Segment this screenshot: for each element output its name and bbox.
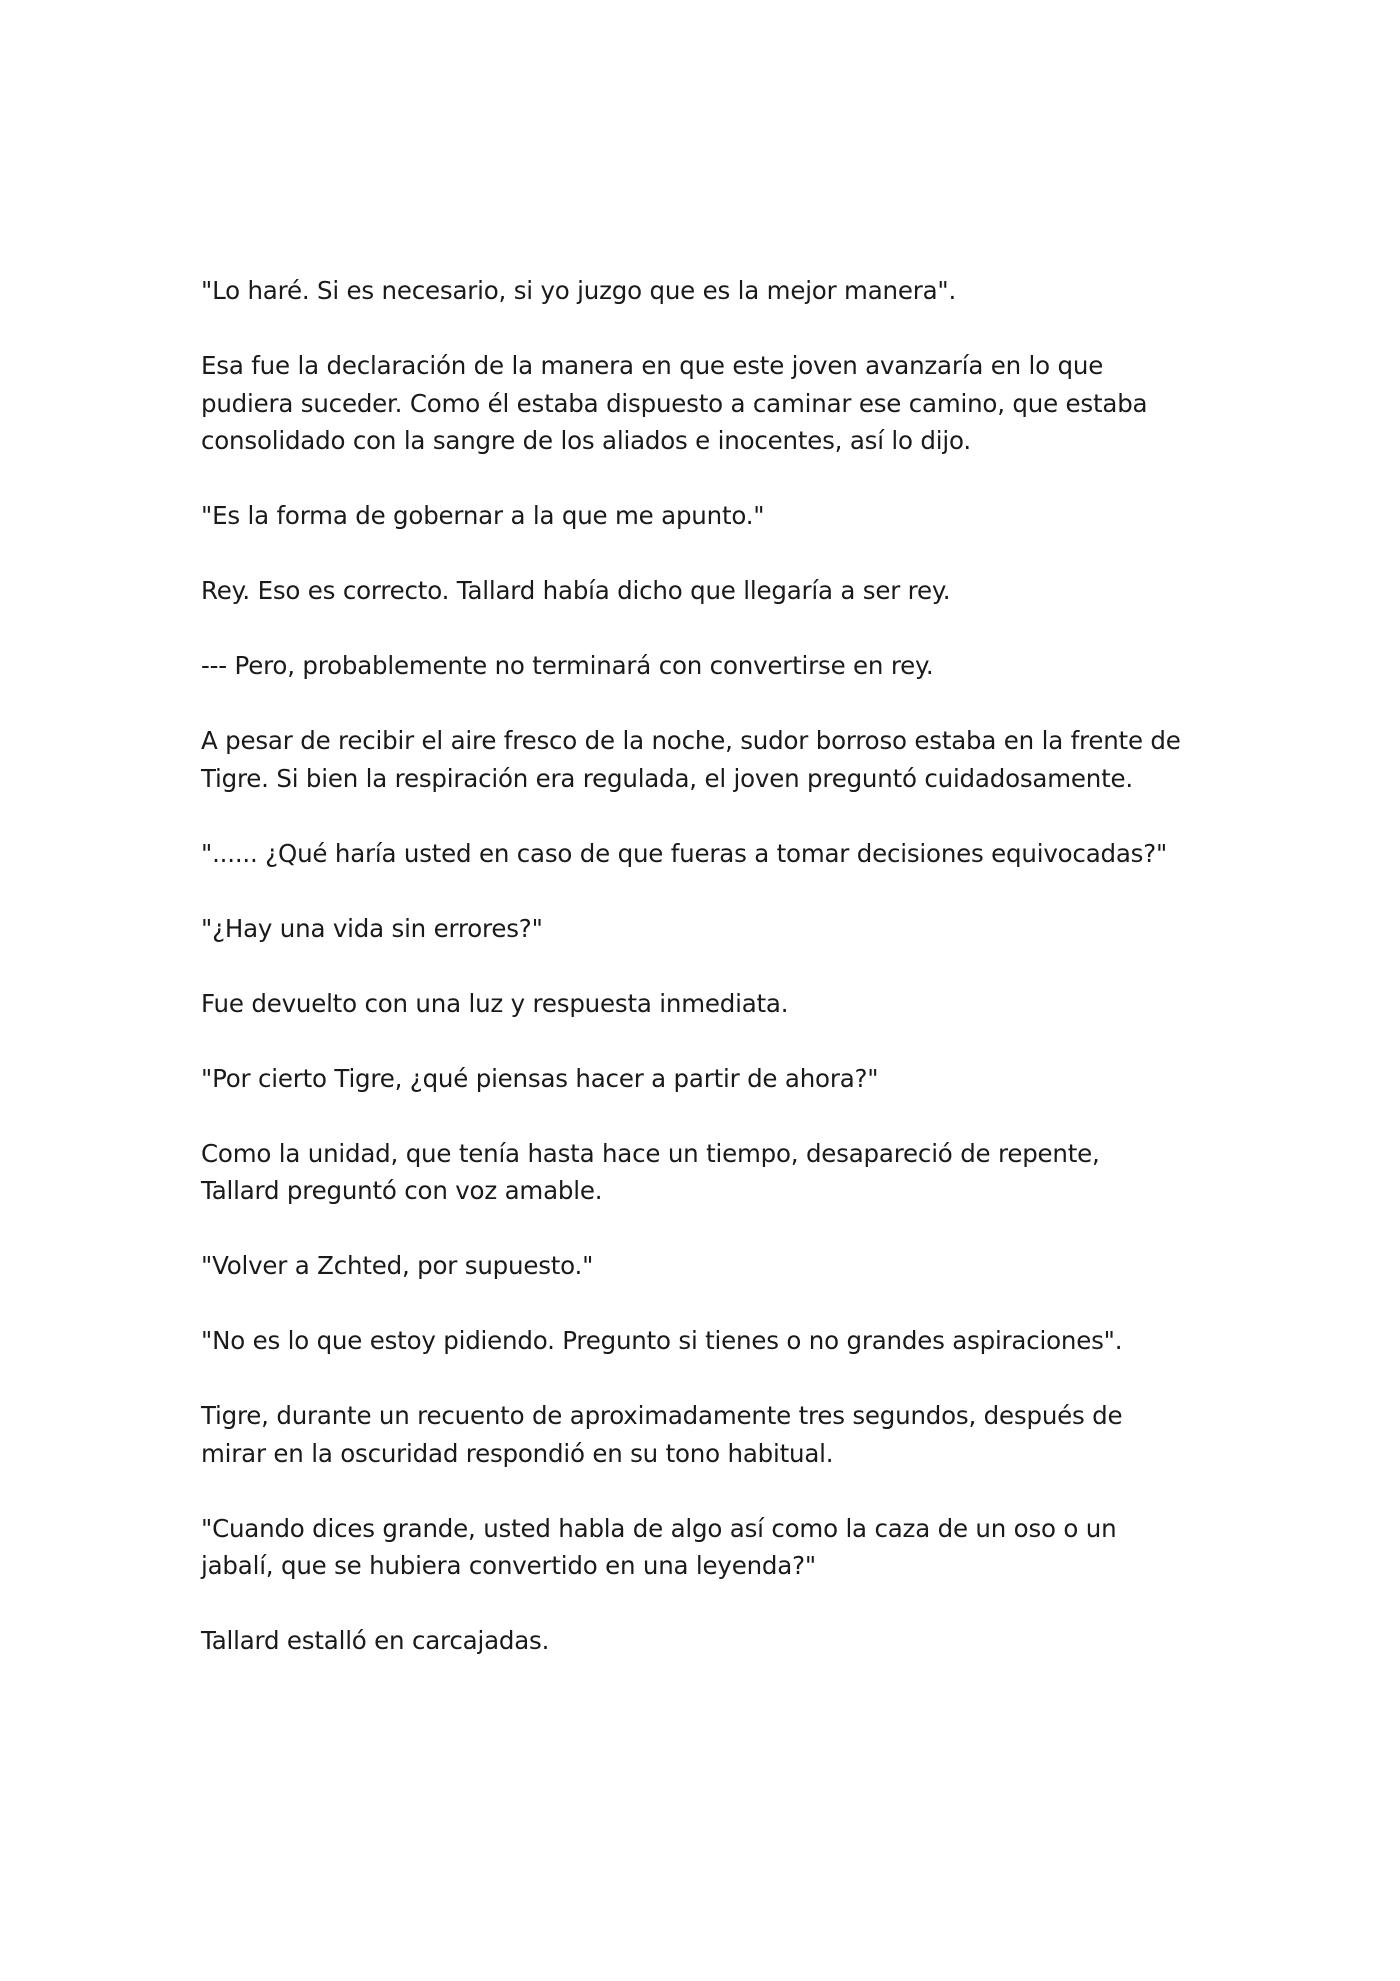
- paragraph: [201, 1622, 1221, 1660]
- text-line: Tigre, durante un recuento de aproximadamente tres segundos, después de: [201, 1401, 1123, 1430]
- text-line: "¿Hay una vida sin errores?": [201, 913, 543, 943]
- text-line: "Lo haré. Si es necesario, si yo juzgo que es la mejor manera".: [201, 276, 957, 305]
- paragraph: [201, 497, 1221, 535]
- paragraph: [201, 1397, 1221, 1472]
- text-line: Rey. Eso es correcto. Tallard había dicho que llegaría a ser rey.: [201, 576, 951, 605]
- text-line: consolidado con la sangre de los aliados e inocentes, así lo dijo.: [201, 426, 971, 455]
- text-line: "Es la forma de gobernar a la que me apunto.": [201, 501, 765, 530]
- paragraph: [201, 722, 1221, 797]
- text-line: "Volver a Zchted, por supuesto.": [201, 1251, 594, 1280]
- paragraph: [201, 272, 1221, 310]
- paragraph: [201, 347, 1221, 460]
- text-line: Tallard estalló en carcajadas.: [201, 1626, 550, 1655]
- text-line: Esa fue la declaración de la manera en que este joven avanzaría en lo que: [201, 351, 1104, 380]
- text-line: "...... ¿Qué haría usted en caso de que fueras a tomar decisiones equivocadas?": [201, 838, 1168, 868]
- text-line: "No es lo que estoy pidiendo. Pregunto si tienes o no grandes aspiraciones".: [201, 1326, 1123, 1355]
- paragraph: [201, 1510, 1221, 1585]
- paragraph: [201, 572, 1221, 610]
- paragraph: [201, 1135, 1221, 1210]
- text-line: --- Pero, probablemente no terminará con convertirse en rey.: [201, 651, 934, 680]
- paragraph: [201, 1060, 1221, 1098]
- text-line: Tigre. Si bien la respiración era regulada, el joven preguntó cuidadosamente.: [201, 763, 1133, 793]
- paragraph: [201, 910, 1221, 948]
- text-line: "Cuando dices grande, usted habla de algo así como la caza de un oso o un: [201, 1513, 1117, 1543]
- document-body: [201, 272, 1221, 1697]
- paragraph: [201, 1322, 1221, 1360]
- paragraph: [201, 985, 1221, 1023]
- text-line: pudiera suceder. Como él estaba dispuesto a caminar ese camino, que estaba: [201, 388, 1148, 418]
- paragraph: [201, 647, 1221, 685]
- paragraph: [201, 1247, 1221, 1285]
- text-line: jabalí, que se hubiera convertido en una leyenda?": [201, 1551, 816, 1580]
- text-line: Tallard preguntó con voz amable.: [201, 1176, 603, 1205]
- paragraph: [201, 835, 1221, 873]
- text-line: "Por cierto Tigre, ¿qué piensas hacer a partir de ahora?": [201, 1063, 879, 1093]
- text-line: mirar en la oscuridad respondió en su tono habitual.: [201, 1438, 834, 1468]
- text-line: Fue devuelto con una luz y respuesta inmediata.: [201, 988, 789, 1018]
- text-line: Como la unidad, que tenía hasta hace un tiempo, desapareció de repente,: [201, 1138, 1100, 1168]
- text-line: A pesar de recibir el aire fresco de la noche, sudor borroso estaba en la frente de: [201, 726, 1181, 755]
